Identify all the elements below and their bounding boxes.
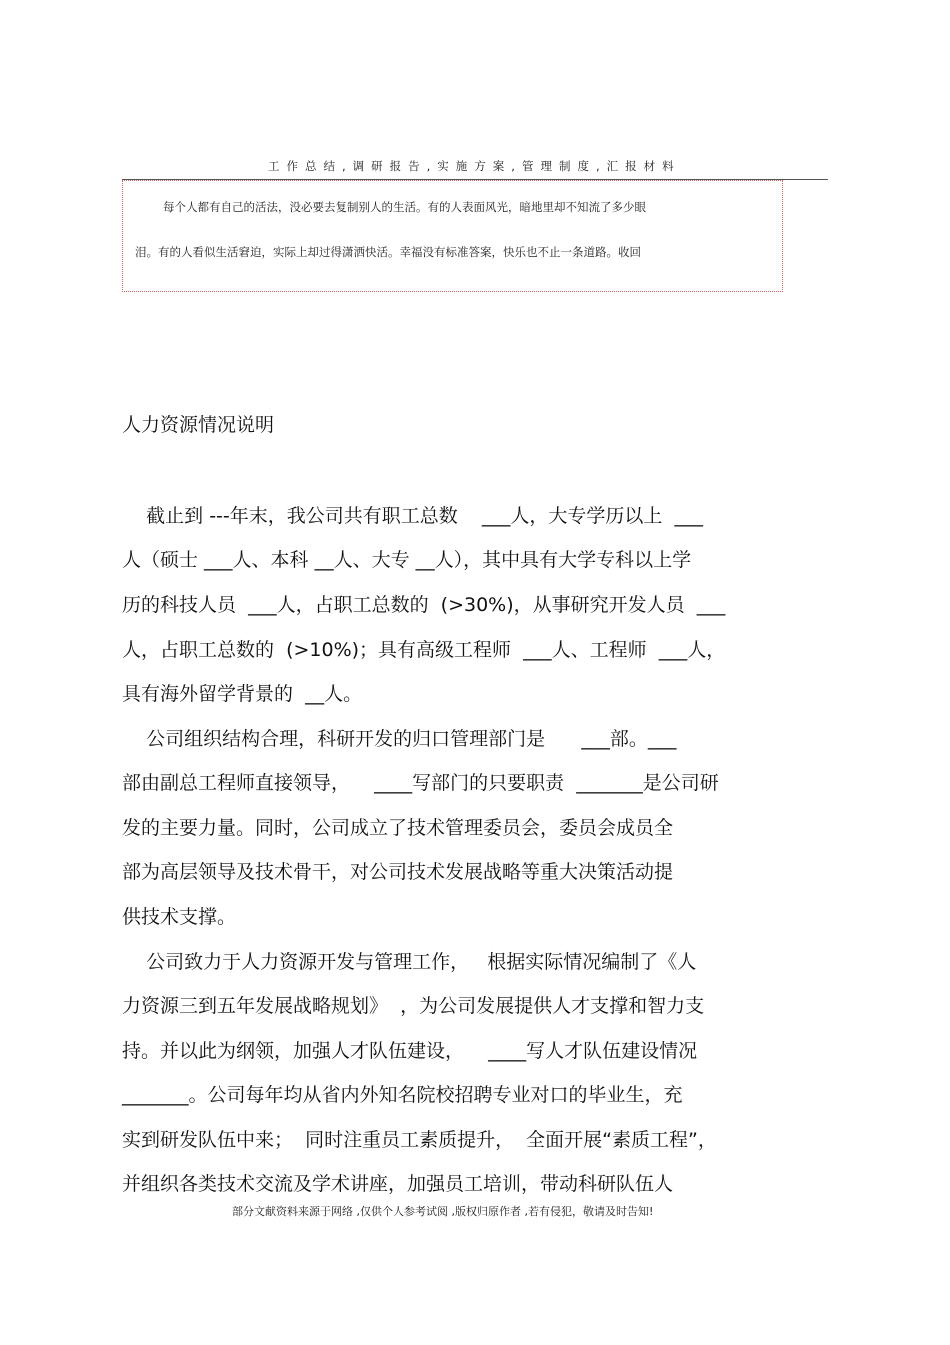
notice-line-1: 每个人都有自己的活法，没必要去复制别人的生活。有的人表面风光，暗地里却不知流了多少眼 [163,200,646,214]
body-line: 并组织各类技术交流及学术讲座，加强员工培训，带动科研队伍人 [122,1173,674,1195]
header-categories: 工作总结,调研报告,实施方案,管理制度,汇报材料 [268,159,681,173]
body-line: 发的主要力量。同时，公司成立了技术管理委员会，委员会成员全 [122,817,674,839]
body-line: 公司致力于人力资源开发与管理工作， 根据实际情况编制了《人 [122,951,697,973]
notice-box [122,180,783,292]
body-line: 历的科技人员 ___人，占职工总数的 (>30%)，从事研究开发人员 ___ [122,594,726,616]
body-line: 持。并以此为纲领，加强人才队伍建设， ____写人才队伍建设情况 [122,1040,698,1062]
body-line: _______。公司每年均从省内外知名院校招聘专业对口的毕业生，充 [122,1084,683,1106]
document-title: 人力资源情况说明 [122,414,275,436]
body-line: 力资源三到五年发展战略规划》 ，为公司发展提供人才支撑和智力支 [122,995,705,1017]
footer-disclaimer: 部分文献资料来源于网络 ,仅供个人参考试阅 ,版权归原作者 ,若有侵犯，敬请及时告知! [232,1205,654,1218]
body-line: 供技术支撑。 [122,906,237,928]
body-line: 截止到 ---年末，我公司共有职工总数 ___人，大专学历以上 ___ [122,505,704,527]
notice-line-2: 泪。有的人看似生活窘迫，实际上却过得潇洒快活。幸福没有标准答案，快乐也不止一条道路。收回 [135,245,641,259]
body-line: 人，占职工总数的 (>10%)；具有高级工程师 ___人、工程师 ___人， [122,639,726,661]
body-line: 部由副总工程师直接领导， ____写部门的只要职责 _______是公司研 [122,772,719,794]
body-line: 部为高层领导及技术骨干，对公司技术发展战略等重大决策活动提 [122,861,674,883]
body-line: 公司组织结构合理，科研开发的归口管理部门是 ___部。___ [122,728,677,750]
body-line: 实到研发队伍中来； 同时注重员工素质提升， 全面开展“素质工程”， [122,1129,717,1151]
body-line: 具有海外留学背景的 __人。 [122,683,363,705]
body-line: 人（硕士 ___人、本科 __人、大专 __人），其中具有大学专科以上学 [122,549,692,571]
